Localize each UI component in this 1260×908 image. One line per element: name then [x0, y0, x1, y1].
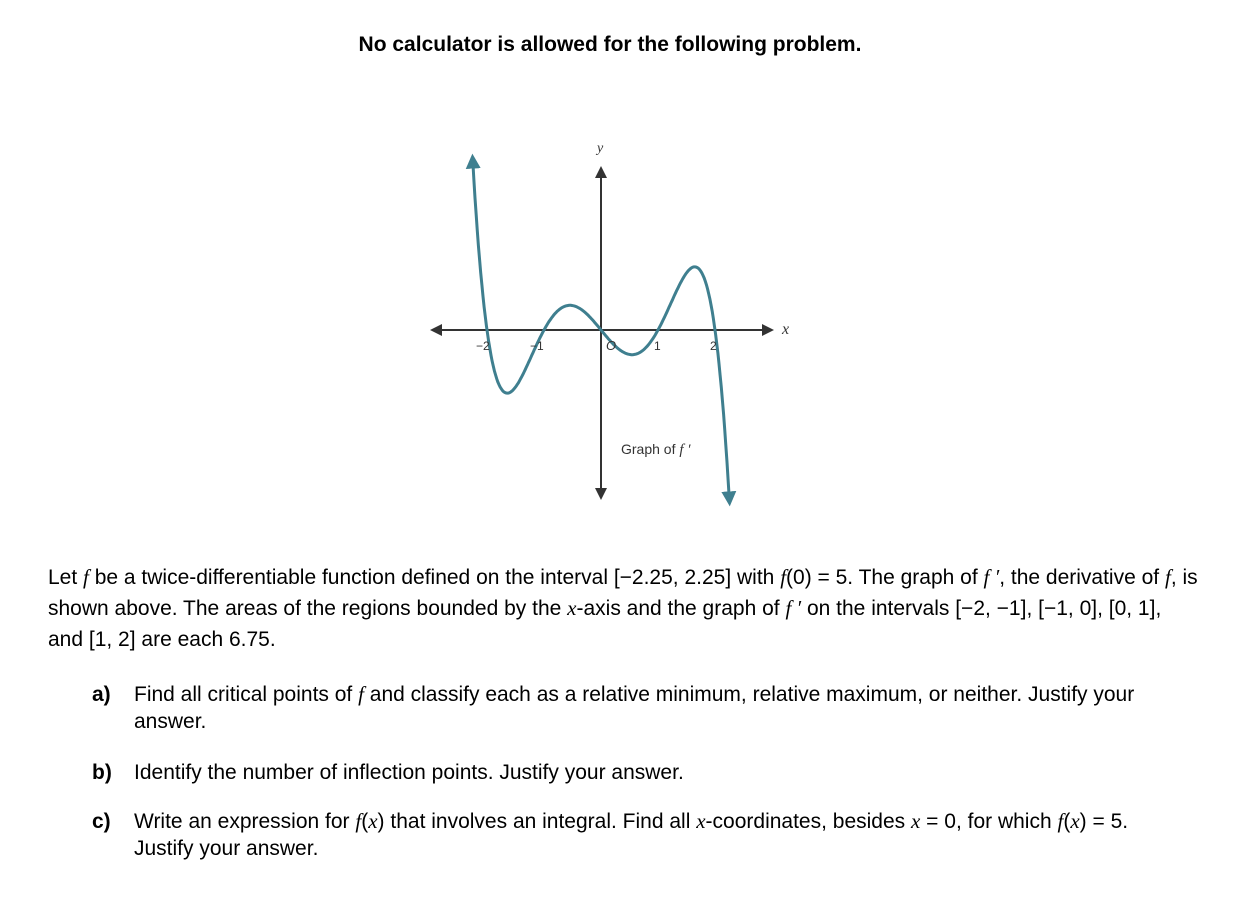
question-math: f	[355, 809, 362, 833]
question-text-part: Identify the number of inflection points. Justify your answer.	[134, 761, 684, 784]
question-math: x	[696, 809, 706, 833]
question-label: b)	[92, 761, 112, 784]
intro-math: x	[567, 596, 577, 620]
tick-label-1: 1	[654, 339, 661, 353]
problem-intro	[48, 562, 1198, 655]
intro-text: , the derivative of	[999, 566, 1165, 589]
question-text-part: (	[1063, 810, 1071, 833]
question-text	[134, 759, 1172, 786]
question-math: x	[1070, 809, 1080, 833]
intro-text: on the intervals [−2, −1], [−1, 0], [0, 1], and [1, 2] are each 6.75.	[48, 597, 1162, 651]
tick-label-neg1: −1	[530, 339, 544, 353]
question-math: x	[911, 809, 921, 833]
question-text-part: and classify each as a relative minimum, relative maximum, or neither. Justify your answer.	[134, 683, 1135, 733]
question-text-part: Write an expression for	[134, 810, 356, 833]
y-axis-label: y	[597, 141, 604, 156]
tick-label-2: 2	[710, 339, 717, 353]
question-math: x	[368, 809, 378, 833]
question-math: f	[358, 682, 364, 706]
question-text	[134, 681, 1172, 735]
intro-math: f	[780, 565, 787, 589]
intro-text: Let	[48, 566, 84, 589]
question-text-part: = 0, for which	[920, 810, 1058, 833]
x-axis-label: x	[782, 321, 790, 338]
intro-text: (0) = 5. The graph of	[786, 566, 984, 589]
question-text-part: (	[361, 810, 369, 833]
intro-text: be a twice-differentiable function defined on the interval [−2.25, 2.25] with	[88, 566, 781, 589]
intro-math: f	[1164, 565, 1171, 589]
question-a	[92, 681, 1172, 735]
question-label: c)	[92, 810, 111, 833]
tick-label-neg2: −2	[476, 339, 490, 353]
question-math: f	[1057, 809, 1064, 833]
graph-caption-prefix: Graph of	[621, 441, 680, 457]
question-c	[92, 808, 1172, 862]
question-b	[92, 759, 1172, 786]
intro-text: , is shown above. The areas of the regions bounded by the	[48, 566, 1198, 620]
graph-caption-fn: f ′	[679, 442, 691, 458]
intro-text: -axis and the graph of	[576, 597, 786, 620]
page-title: No calculator is allowed for the following problem.	[358, 33, 862, 56]
derivative-graph	[420, 128, 820, 508]
question-text-part: ) = 5. Justify your answer.	[134, 810, 1129, 860]
intro-math: f	[83, 565, 89, 589]
question-text-part: ) that involves an integral. Find all	[377, 810, 697, 833]
intro-math: f ′	[983, 565, 1000, 589]
graph-caption	[621, 441, 691, 458]
question-label: a)	[92, 683, 111, 706]
question-text-part: Find all critical points of	[134, 683, 359, 706]
intro-math: f ′	[785, 596, 802, 620]
question-text-part: -coordinates, besides	[705, 810, 911, 833]
origin-label: O	[606, 338, 617, 353]
question-text	[134, 808, 1172, 862]
